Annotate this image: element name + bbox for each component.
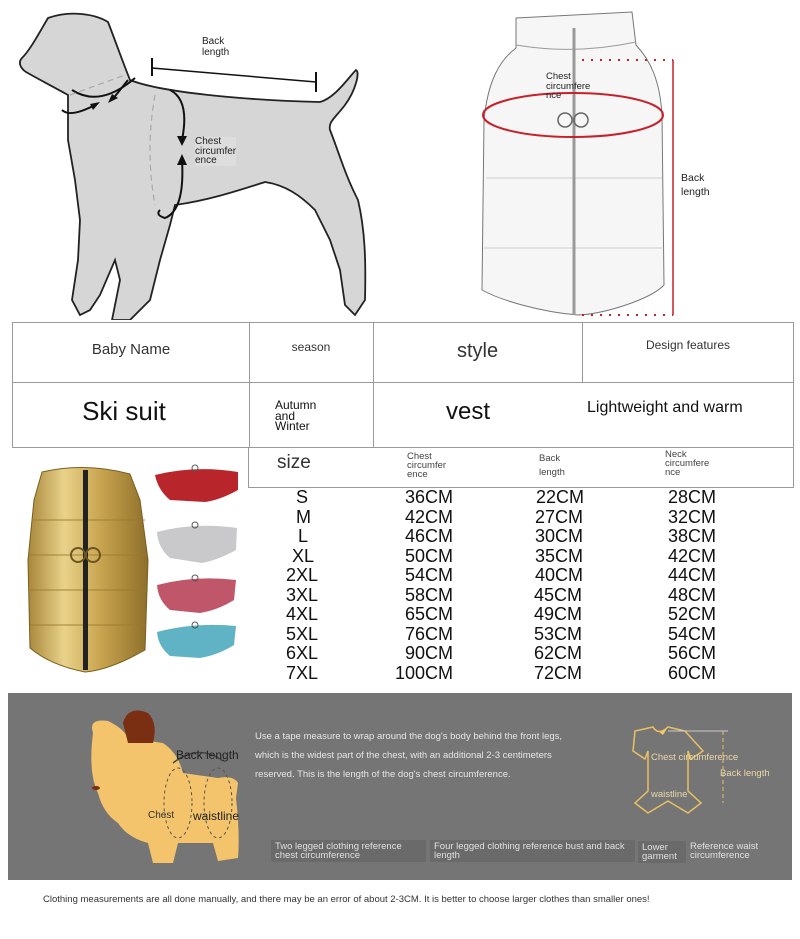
header-style: style: [456, 339, 499, 362]
table-row: M 42CM 27CM 32CM: [296, 506, 717, 527]
table-row: L 46CM 30CM 38CM: [298, 526, 717, 546]
chest-measurement-instruction: Use a tape measure to wrap around the dog's body behind the front legs, which is the widest part of the chest, with an additional 2-3 centimeters reserved. This is the length of the dog's chest circumference.: [255, 731, 563, 780]
shirt-outline-icon: [613, 721, 733, 816]
table-row: 7XL 100CM 72CM 60CM: [286, 662, 717, 683]
value-season: Autumn and Winter: [275, 398, 317, 433]
vest-outline-icon: [400, 0, 800, 320]
gold-vest-icon: [28, 467, 148, 672]
product-info-table: [12, 322, 794, 448]
header-season: season: [291, 340, 331, 354]
back-length-column-header: Back length: [539, 453, 565, 478]
table-row: 2XL 54CM 40CM 44CM: [286, 565, 717, 585]
shirt-chest-label: Chest circumference: [651, 752, 739, 763]
chest-circumference-label: Chest circumfer ence: [195, 136, 237, 166]
bear-back-length-label: Back length: [176, 748, 239, 762]
table-row: 3XL 58CM 45CM 48CM: [286, 584, 717, 605]
measurement-disclaimer: Clothing measurements are all done manually, and there may be an error of about 2-3CM. It is better to choose larger clothes than smaller ones!: [43, 894, 650, 905]
shirt-back-length-label: Back length: [720, 768, 770, 779]
size-table-body: [250, 488, 770, 683]
bear-illustration-icon: [68, 703, 248, 873]
tag-four-legged: Four legged clothing reference bust and back length: [430, 840, 635, 862]
measurement-guide-panel: [8, 693, 792, 880]
table-row: 6XL 90CM 62CM 56CM: [286, 643, 717, 663]
tag-waist-circumference: Reference waist circumference: [690, 841, 759, 861]
vest-measurement-diagram: [400, 0, 800, 320]
neck-column-header: Neck circumfere nce: [665, 449, 710, 478]
header-design-features: Design features: [645, 338, 731, 352]
value-baby-name: Ski suit: [82, 395, 166, 426]
table-row: 5XL 76CM 53CM 54CM: [286, 623, 717, 644]
value-design-features: Lightweight and warm: [587, 399, 743, 416]
back-length-label: Back length: [202, 36, 230, 58]
tag-lower-garment: Lower garment: [638, 841, 686, 863]
table-row: S 36CM 22CM 28CM: [296, 487, 717, 507]
table-row: 4XL 65CM 49CM 52CM: [286, 604, 717, 624]
header-baby-name: Baby Name: [91, 340, 171, 358]
size-table-header: [248, 448, 794, 488]
red-vest-icon: [155, 465, 238, 502]
product-photos: [20, 460, 245, 685]
dog-measurement-diagram: [0, 0, 400, 320]
shirt-waistline-label: waistline: [651, 789, 688, 800]
size-column-header: size: [277, 452, 311, 473]
vest-chest-label: Chest circumfere nce: [546, 71, 591, 101]
vest-back-length-label: Back length: [681, 172, 710, 198]
value-style: vest: [445, 398, 490, 425]
blue-vest-icon: [157, 622, 236, 658]
table-row: XL 50CM 35CM 42CM: [292, 545, 717, 566]
silver-vest-icon: [157, 522, 237, 563]
bear-waistline-label: waistline: [193, 809, 240, 823]
chest-column-header: Chest circumfer ence: [407, 451, 447, 480]
bear-chest-label: Chest: [148, 810, 175, 821]
tag-two-legged: Two legged clothing reference chest circumference: [271, 840, 426, 862]
pink-vest-icon: [157, 575, 236, 613]
